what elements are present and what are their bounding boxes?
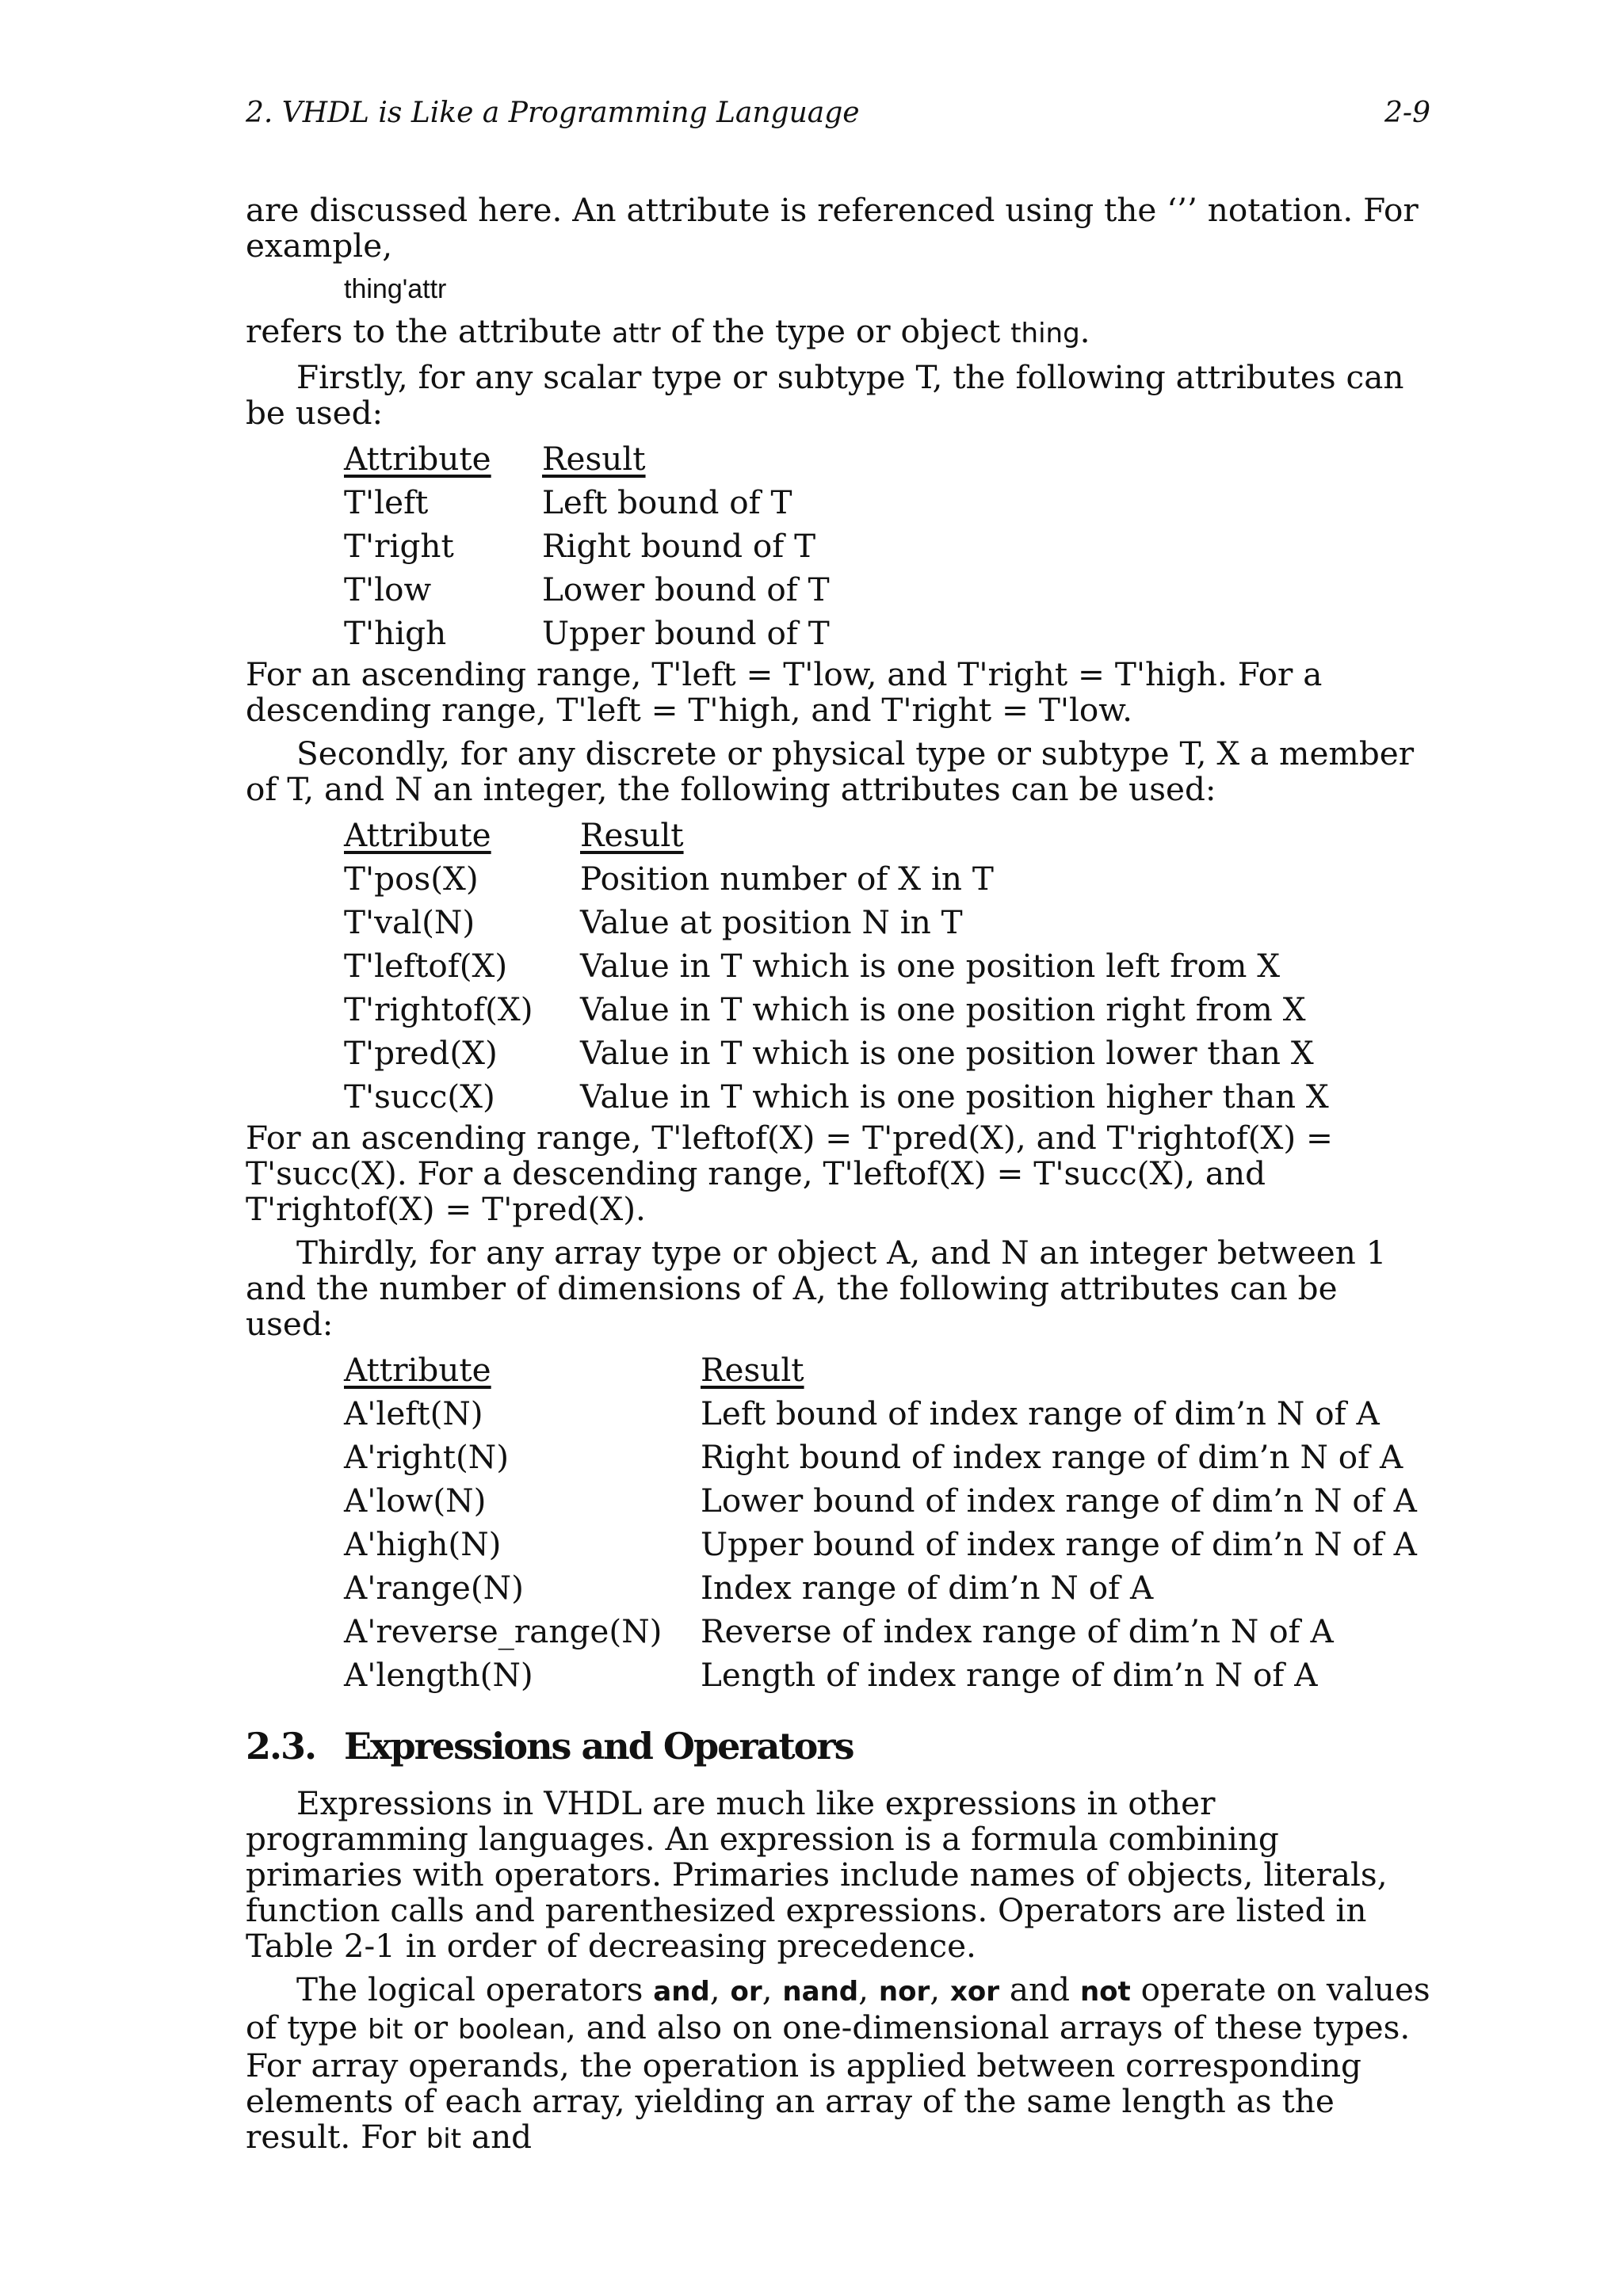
attribute-cell: T'low [344, 570, 432, 608]
attribute-cell: T'pos(X) [344, 860, 479, 898]
code-thing: thing [1010, 318, 1080, 349]
column-header-attribute: Attribute [344, 1351, 491, 1389]
result-cell: Right bound of index range of dim’n N of A [701, 1438, 1403, 1476]
column-header-result: Result [701, 1351, 804, 1389]
text-run: and [461, 2118, 533, 2156]
attribute-cell: T'right [344, 527, 454, 565]
table-row [344, 1436, 1417, 1479]
table-row [344, 1653, 1417, 1697]
attribute-cell: A'reverse_range(N) [344, 1612, 663, 1650]
column-header-attribute: Attribute [344, 816, 491, 854]
attribute-cell: A'range(N) [344, 1569, 524, 1607]
column-header-result: Result [580, 816, 684, 854]
code-attr: attr [612, 318, 661, 349]
keyword-or: or [730, 1976, 762, 2008]
table-row [344, 1392, 1417, 1436]
type-bit: bit [368, 2014, 403, 2046]
attribute-cell: T'leftof(X) [344, 947, 508, 985]
result-cell: Left bound of T [542, 483, 792, 521]
attribute-cell: T'succ(X) [344, 1077, 495, 1116]
section-number: 2.3. [246, 1725, 316, 1768]
text-run: The logical operators [296, 1970, 654, 2008]
result-cell: Lower bound of index range of dim’n N of A [701, 1482, 1417, 1520]
result-cell: Lower bound of T [542, 570, 830, 608]
text-run: . [1079, 312, 1090, 350]
result-cell: Index range of dim’n N of A [701, 1569, 1154, 1607]
result-cell: Upper bound of T [542, 614, 830, 652]
result-cell: Position number of X in T [580, 860, 994, 898]
column-header-attribute: Attribute [344, 440, 491, 478]
intro-paragraph: are discussed here. An attribute is referenced using the ‘’’ notation. For example, [246, 191, 1419, 265]
array-attributes-table [344, 1348, 1417, 1697]
scalar-after-paragraph: For an ascending range, T'left = T'low, and T'right = T'high. For a descending range, T'left = T'high, and T'right = T'low. [246, 655, 1323, 729]
code-example: thing'attr [344, 274, 447, 304]
attribute-cell: A'high(N) [344, 1525, 502, 1563]
keyword-xor: xor [949, 1976, 1000, 2008]
text-run: , [858, 1970, 879, 2008]
table-row [344, 901, 1329, 944]
table-row [344, 1566, 1417, 1610]
table-row [344, 1032, 1329, 1075]
result-cell: Left bound of index range of dim’n N of A [701, 1394, 1380, 1432]
running-header [246, 97, 1430, 136]
expressions-paragraph: Expressions in VHDL are much like expressions in other programming languages. An expression is a formula combining primaries with operators. Primaries include names of objects, literals, function calls and parenthesized expressions. Operators are listed in Table 2-1 in order of decreasing precedence. [246, 1784, 1388, 1965]
text-run: operate on values of type [246, 1970, 1430, 2046]
result-cell: Right bound of T [542, 527, 816, 565]
keyword-nor: nor [878, 1976, 930, 2008]
attribute-cell: T'rightof(X) [344, 990, 533, 1028]
table-row [344, 988, 1329, 1032]
text-run: refers to the attribute [246, 312, 613, 350]
attribute-cell: T'left [344, 483, 429, 521]
table-row [344, 481, 830, 524]
table-row [344, 524, 830, 568]
text-run: , [930, 1970, 950, 2008]
table-row [344, 1610, 1417, 1653]
table-row [344, 857, 1329, 901]
logical-operators-paragraph [246, 1972, 1434, 2157]
page-body [246, 193, 1434, 2157]
text-run: and [999, 1970, 1080, 2008]
table-row [344, 612, 830, 655]
attribute-cell: A'right(N) [344, 1438, 510, 1476]
table-row [344, 944, 1329, 988]
result-cell: Upper bound of index range of dim’n N of A [701, 1525, 1417, 1563]
section-title: Expressions and Operators [344, 1725, 854, 1768]
attribute-cell: T'high [344, 614, 447, 652]
chapter-title: 2. VHDL is Like a Programming Language [246, 97, 860, 129]
type-bit: bit [426, 2123, 462, 2155]
table-header-row [344, 1348, 1417, 1392]
table-row [344, 1523, 1417, 1566]
keyword-not: not [1079, 1976, 1131, 2008]
result-cell: Value in T which is one position higher than X [580, 1077, 1329, 1116]
text-run: , [709, 1970, 731, 2008]
scalar-intro-paragraph: Firstly, for any scalar type or subtype T, the following attributes can be used: [246, 358, 1404, 432]
keyword-and: and [653, 1976, 710, 2008]
result-cell: Value at position N in T [580, 903, 963, 941]
table-row [344, 1479, 1417, 1523]
text-run: of the type or object [660, 312, 1011, 350]
table-header-row [344, 814, 1329, 857]
text-run: , [762, 1970, 783, 2008]
table-header-row [344, 437, 830, 481]
array-intro-paragraph: Thirdly, for any array type or object A, and N an integer between 1 and the number of dimensions of A, the following attributes can be used: [246, 1234, 1387, 1343]
result-cell: Value in T which is one position left from X [580, 947, 1281, 985]
attribute-cell: A'left(N) [344, 1394, 483, 1432]
type-boolean: boolean [458, 2014, 566, 2046]
text-run: , and also on one-dimensional arrays of these types. For array operands, the operation is applied between corresponding elements of each array, yielding an array of the same length as the result. For [246, 2008, 1411, 2156]
attribute-cell: T'pred(X) [344, 1034, 498, 1072]
table-row [344, 568, 830, 612]
table-row [344, 1075, 1329, 1119]
result-cell: Value in T which is one position right from X [580, 990, 1306, 1028]
attribute-reference-paragraph [246, 314, 1434, 352]
keyword-nand: nand [782, 1976, 859, 2008]
section-heading [246, 1724, 1434, 1768]
discrete-after-paragraph: For an ascending range, T'leftof(X) = T'pred(X), and T'rightof(X) = T'succ(X). For a descending range, T'leftof(X) = T'succ(X), and T'rightof(X) = T'pred(X). [246, 1119, 1333, 1228]
result-cell: Value in T which is one position lower than X [580, 1034, 1314, 1072]
scalar-attributes-table [344, 437, 830, 655]
attribute-cell: T'val(N) [344, 903, 475, 941]
attribute-cell: A'low(N) [344, 1482, 487, 1520]
discrete-attributes-table [344, 814, 1329, 1119]
attribute-cell: A'length(N) [344, 1656, 533, 1694]
column-header-result: Result [542, 440, 646, 478]
page-number: 2-9 [1384, 97, 1430, 129]
text-run: or [403, 2008, 459, 2046]
result-cell: Reverse of index range of dim’n N of A [701, 1612, 1334, 1650]
result-cell: Length of index range of dim’n N of A [701, 1656, 1318, 1694]
discrete-intro-paragraph: Secondly, for any discrete or physical type or subtype T, X a member of T, and N an integer, the following attributes can be used: [246, 734, 1415, 808]
